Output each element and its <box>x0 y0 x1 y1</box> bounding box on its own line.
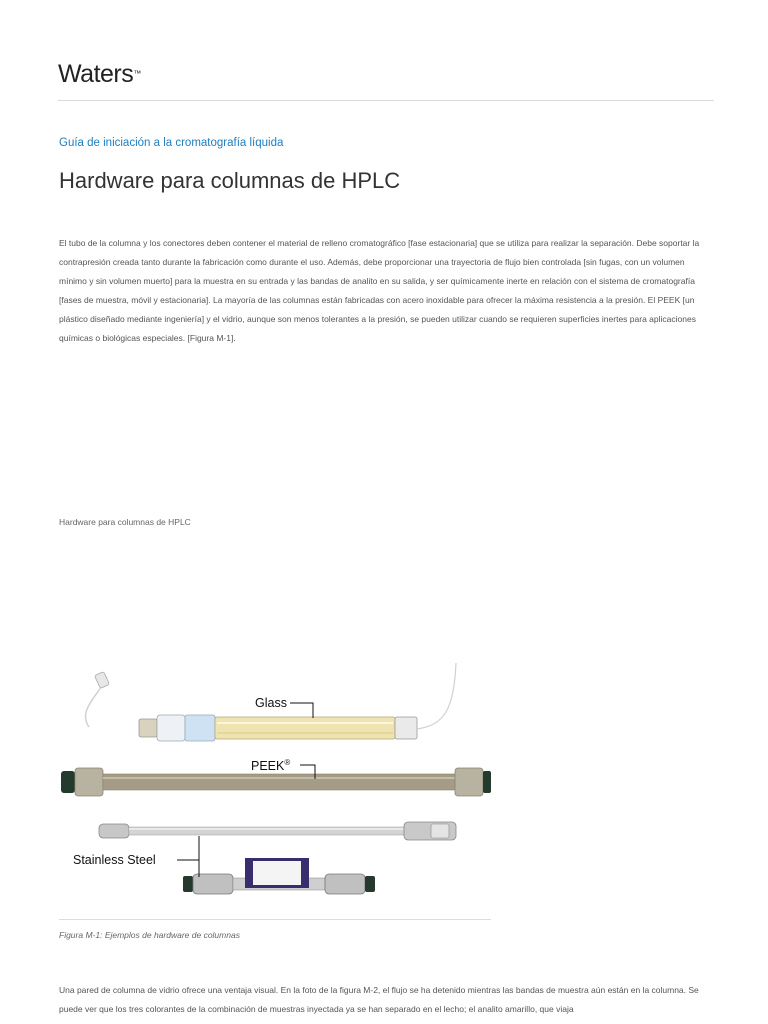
column-hardware-figure <box>59 655 491 895</box>
steel-long-left-fitting <box>99 824 129 838</box>
label-peek-registered: ® <box>284 758 291 767</box>
label-peek <box>251 758 290 773</box>
glass-leader-line <box>290 703 313 718</box>
glass-left-connector <box>95 672 110 689</box>
steel-short-badge-label <box>253 861 301 885</box>
steel-long-tube <box>129 827 419 835</box>
waters-logo[interactable] <box>58 60 714 89</box>
glass-right-tubing <box>417 663 456 729</box>
intro-paragraph: El tubo de la columna y los conectores deben contener el material de relleno cromatográfico [fase estacionaria] que se utiliza para realizar la separación. Debe soportar la contrapresión creada tanto durante la fabricación como durante el uso. Además, debe proporcionar una trayectoria de flujo bien controlada [sin fugas, con un volumen mínimo y sin volumen muerto] para la muestra en su entrada y las bandas de analito en su salida, y ser químicamente inerte en relación con el sistema de cromatografía [fases de muestra, móvil y estacionaria]. La mayoría de las columnas están fabricadas con acero inoxidable para ofrecer la máxima resistencia a la presión. El PEEK [un plástico diseñado mediante ingeniería] y el vidrio, aunque son menos tolerantes a la presión, se pueden utilizar cuando se requieren superficies inertes para aplicaciones químicas o biológicas especiales. [Figura M-1]. <box>59 238 700 343</box>
second-paragraph: Una pared de columna de vidrio ofrece una ventaja visual. En la foto de la figura M-2, el flujo se ha detenido mientras las bandas de muestra aún están en la columna. Se puede ver que los tres colorantes de la combinación de muestras inyectada ya se han separado en el lecho; el analito amarillo, que viaja <box>59 985 699 1014</box>
label-peek-text: PEEK <box>251 759 285 773</box>
peek-left-fitting <box>75 768 103 796</box>
glass-right-endcap <box>395 717 417 739</box>
label-stainless-steel: Stainless Steel <box>73 853 156 867</box>
breadcrumb-link[interactable]: Guía de iniciación a la cromatografía líquida <box>59 137 284 149</box>
steel-long-nut <box>431 824 449 838</box>
figure-divider <box>59 919 491 920</box>
peek-right-fitting <box>455 768 483 796</box>
glass-tube <box>215 717 395 739</box>
figure-caption: Figura M-1: Ejemplos de hardware de columnas <box>59 930 240 940</box>
steel-short-right-cap <box>365 876 375 892</box>
glass-blue-band <box>185 715 215 741</box>
logo-text: Waters <box>58 60 134 88</box>
glass-left-endcap <box>157 715 185 741</box>
peek-right-cap <box>483 771 491 793</box>
steel-short-right-fitting <box>325 874 365 894</box>
peek-left-cap <box>61 771 75 793</box>
peek-tube <box>103 774 455 790</box>
logo-trademark: ™ <box>133 69 141 78</box>
section-label: Hardware para columnas de HPLC <box>59 517 191 527</box>
glass-left-fitting <box>139 719 157 737</box>
label-glass: Glass <box>255 696 287 710</box>
site-header <box>58 60 714 101</box>
steel-short-left-cap <box>183 876 193 892</box>
page-title: Hardware para columnas de HPLC <box>59 168 401 193</box>
